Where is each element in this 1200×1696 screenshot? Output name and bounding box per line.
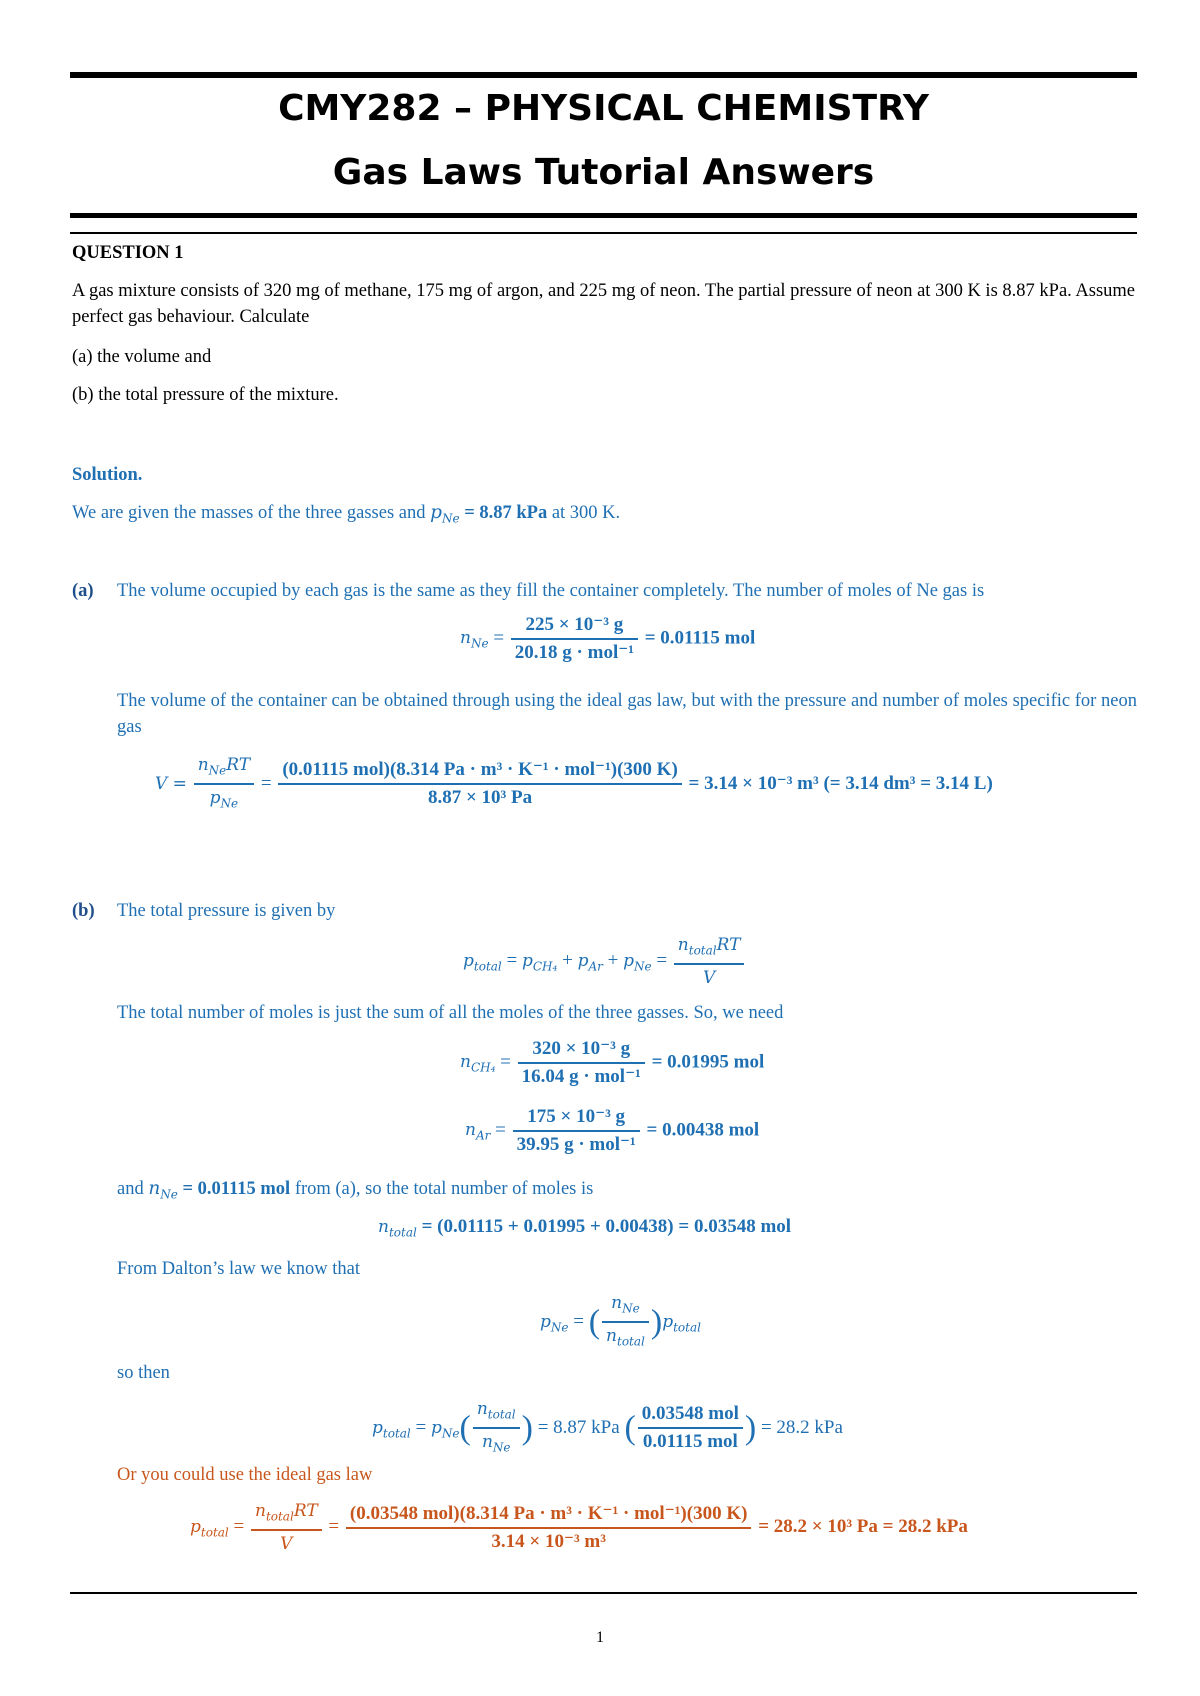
eq-nne-denominator: 20.18 g · mol⁻¹ <box>511 638 638 666</box>
question-part-b: (b) the total pressure of the mixture. <box>72 385 339 405</box>
question-body: A gas mixture consists of 320 mg of methane, 175 mg of argon, and 225 mg of neon. The partial pressure of neon at 300 K is 8.87 kPa. Assume perfect gas behaviour. Calculate <box>72 281 1135 327</box>
equation-p-total-2: $p_{total} = p_{Ne}$( $\frac{n_{total}}{n_{Ne}}$ ) = 8.87 kPa ( $\frac{\text{0.03548 mol}}{\text{0.01115 mol}}$ ) = 28.2 kPa <box>372 1396 843 1461</box>
and-prefix: and <box>117 1179 144 1199</box>
document-subtitle: Gas Laws Tutorial Answers <box>332 152 875 193</box>
eq-v-den-sub: Ne <box>220 796 239 811</box>
part-b-text-2: The total number of moles is just the sum of all the moles of the three gasses. So, we need <box>117 1003 784 1023</box>
eq-nch4-sub: CH₄ <box>470 1060 496 1075</box>
dalton-text: From Dalton’s law we know that <box>117 1259 361 1279</box>
eq-nar-result: = 0.00438 mol <box>646 1119 760 1141</box>
part-a-label: (a) <box>72 581 94 601</box>
eq-nar-numerator: 175 × 10⁻³ g <box>527 1106 626 1127</box>
eq-v-numerator: (0.01115 mol)(8.314 Pa · m³ · K⁻¹ · mol⁻¹)(300 K) <box>282 759 678 781</box>
page-number: 1 <box>596 1629 604 1646</box>
eq-v-lhs: V = <box>155 773 187 794</box>
eq-nch4-result: = 0.01995 mol <box>651 1051 765 1073</box>
so-then-text: so then <box>117 1363 170 1383</box>
eq-ptotal2-mid: = 8.87 kPa <box>537 1416 620 1438</box>
equation-n-ar: $n_{Ar}$ = $\frac{\text{175 × 10⁻³ g}}{\text{39.95 g · mol⁻¹}}$ = 0.00438 mol <box>465 1104 759 1158</box>
part-b-text: The total pressure is given by <box>117 901 336 921</box>
equation-n-total: $n_{total} = (0.01115 + 0.01995 + 0.00438) = 0.03548$ mol <box>378 1216 792 1240</box>
eq-ptotal2-numerator: 0.03548 mol <box>641 1403 739 1425</box>
eq-v-result: = 3.14 × 10⁻³ m³ (= 3.14 dm³ = 3.14 L) <box>688 772 993 794</box>
eq-alt-numerator: (0.03548 mol)(8.314 Pa · m³ · K⁻¹ · mol⁻¹)(300 K) <box>349 1502 748 1524</box>
equation-p-total: $p_{total} = p_{CH_4} + p_{Ar} + p_{Ne}$ = $\frac{n_{total}RT}{V}$ <box>463 932 746 991</box>
eq-alt-result: = 28.2 × 10³ Pa = 28.2 kPa <box>758 1516 968 1538</box>
eq-nch4-numerator: 320 × 10⁻³ g <box>532 1038 631 1059</box>
alternative-text: Or you could use the ideal gas law <box>117 1465 373 1485</box>
eq-ptotal-den: V <box>702 968 716 989</box>
part-a-text: The volume occupied by each gas is the same as they fill the container completely. The number of moles of Ne gas is <box>117 581 985 601</box>
header-bottom-rule <box>70 213 1137 218</box>
given-prefix: We are given the masses of the three gasses and <box>72 503 426 523</box>
solution-given: We are given the masses of the three gasses and $p_{Ne} = 8.87$ kPa at 300 K. <box>72 502 621 526</box>
and-suffix: from (a), so the total number of moles is <box>294 1179 594 1199</box>
eq-nar-sub: Ar <box>475 1128 491 1143</box>
header-top-rule <box>70 72 1137 78</box>
equation-alternative: $p_{total}$ = $\frac{n_{total}RT}{V}$ = $\frac{\text{(0.03548 mol)(8.314 Pa · m³ · K⁻¹ · mol⁻¹)(300 K)}}{\text{3.14 × 10⁻³ m³}}$ = 28.2 × 10³ Pa = 28.2 kPa <box>190 1498 968 1557</box>
and-n-ne-line: and $n_{Ne} = 0.01115$ mol from (a), so the total number of moles is <box>117 1178 594 1202</box>
eq-ptotal-ch4: CH₄ <box>532 959 558 974</box>
document-title: CMY282 – PHYSICAL CHEMISTRY <box>278 88 929 129</box>
eq-nar-denominator: 39.95 g · mol⁻¹ <box>513 1130 640 1158</box>
eq-nne-numerator: 225 × 10⁻³ g <box>525 614 624 635</box>
given-value: = 8.87 kPa <box>464 503 548 523</box>
eq-alt-denominator: 3.14 × 10⁻³ m³ <box>346 1527 752 1555</box>
eq-v-num-rest: RT <box>226 755 251 775</box>
eq-nne-sub: Ne <box>470 636 489 651</box>
solution-heading: Solution. <box>72 465 143 485</box>
part-a-text-2: The volume of the container can be obtained through using the ideal gas law, but with the pressure and number of moles specific for neon gas <box>117 691 1137 737</box>
eq-ptotal-sub: total <box>473 959 502 974</box>
equation-n-ne: $n_{Ne}$ = $\frac{\text{225 × 10⁻³ g}}{\text{20.18 g · mol⁻¹}}$ = 0.01115 mol <box>460 612 755 666</box>
eq-ptotal2-result: = 28.2 kPa <box>760 1416 843 1438</box>
eq-ptotal2-denominator: 0.01115 mol <box>638 1427 743 1455</box>
equation-n-ch4: $n_{CH_4}$ = $\frac{\text{320 × 10⁻³ g}}{\text{16.04 g · mol⁻¹}}$ = 0.01995 mol <box>460 1036 764 1090</box>
eq-ntotal-sum: = (0.01115 + 0.01995 + 0.00438) = 0.03548 mol <box>421 1216 792 1237</box>
eq-ptotal-ne: Ne <box>633 959 652 974</box>
question-heading: QUESTION 1 <box>72 243 184 263</box>
equation-dalton: $p_{Ne}$ = ( $\frac{n_{Ne}}{n_{total}}$ )$p_{total}$ <box>540 1290 701 1355</box>
eq-nch4-denominator: 16.04 g · mol⁻¹ <box>518 1062 645 1090</box>
eq-nne-result: = 0.01115 mol <box>644 627 756 649</box>
equation-volume: V = $\frac{n_{Ne}RT}{p_{Ne}}$ = $\frac{\text{(0.01115 mol)(8.314 Pa · m³ · K⁻¹ · mol⁻¹)(300 K)}}{\text{8.87 × 10³ Pa}}$ = 3.14 × 10⁻³ m³ (= 3.14 dm³ = 3.14 L) <box>155 752 993 817</box>
eq-ptotal-ar: Ar <box>588 959 603 974</box>
eq-v-num-sub: Ne <box>208 763 227 778</box>
eq-ptotal-num-rest: RT <box>716 935 741 955</box>
given-suffix: at 300 K. <box>551 503 621 523</box>
question-part-a: (a) the volume and <box>72 347 212 367</box>
and-value: = 0.01115 mol <box>182 1179 291 1199</box>
footer-rule <box>70 1592 1137 1594</box>
eq-v-denominator: 8.87 × 10³ Pa <box>278 783 681 811</box>
part-b-label: (b) <box>72 901 95 921</box>
header-thin-rule <box>70 232 1137 234</box>
